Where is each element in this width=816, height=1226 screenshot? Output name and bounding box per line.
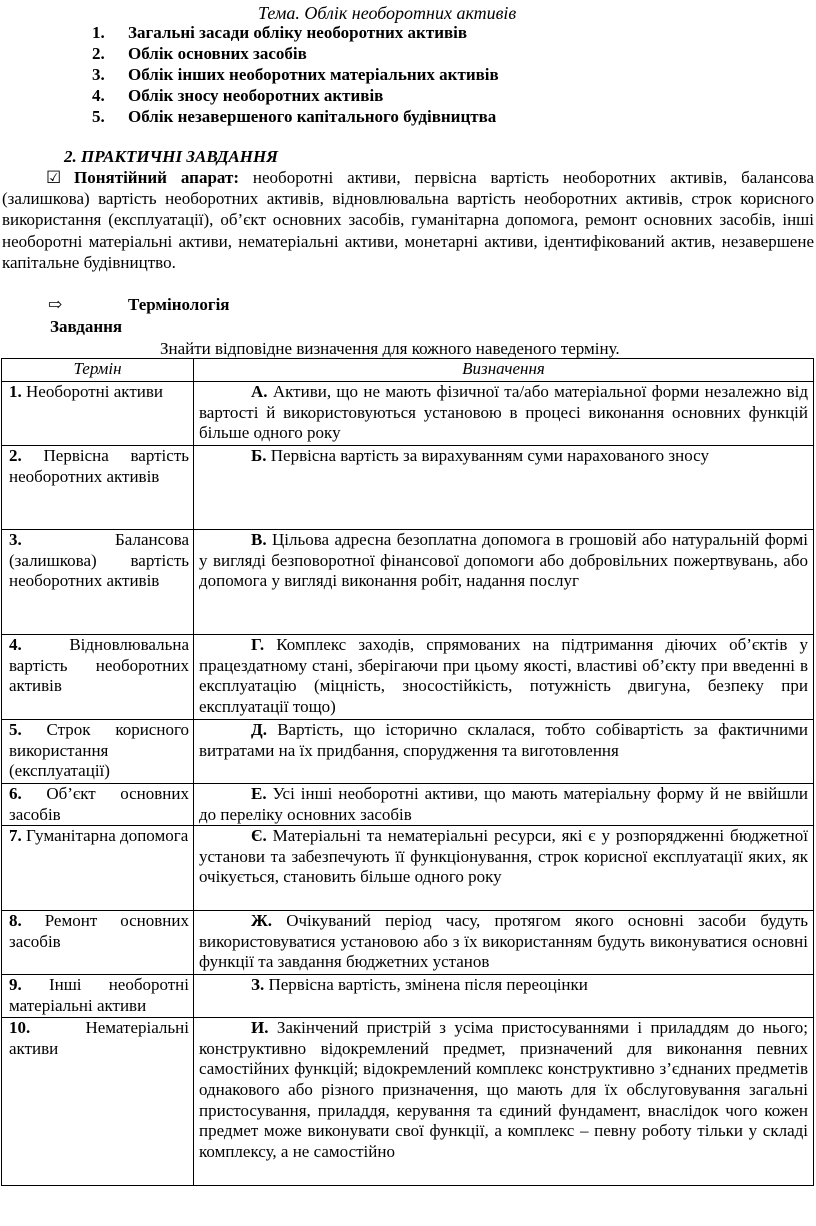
header-definition: Визначення: [194, 359, 814, 382]
term-cell: [2, 635, 194, 720]
concepts-text: необоротні активи, первісна вартість необоротних активів, балансова (залишкова) вартість необоротних активів, відновлювальна вартість необоротних активів, строк корисного використання (експлуатації), об’єкт основних засобів, гуманітарна допомога, ремонт основних засобів, інші необоротні матеріальні активи, нематеріальні активи, монетарні активи, ідентифікований актив, незавершене капітальне будівництво.: [2, 168, 814, 272]
definition-letter: И.: [251, 1018, 269, 1038]
term-number: 4.: [9, 635, 22, 654]
term-text: Первісна вартість необоротних активів: [9, 446, 190, 486]
terminology-heading: [48, 295, 230, 315]
outline-number: 2.: [92, 44, 105, 63]
definition-cell: [194, 446, 814, 530]
term-cell: [2, 784, 194, 826]
definition-text: Комплекс заходів, спрямованих на підтримання діючих об’єктів у працездатному стані, зберігаючи при цьому якості, властиві об’єкту при введенні в експлуатацію (міцність, зносостійкість, потужність двигуна, безпеку при експлуатації тощо): [199, 635, 809, 716]
term-number: 6.: [9, 784, 22, 803]
term-number: 9.: [9, 975, 22, 995]
definition-cell: [194, 784, 814, 826]
task-instruction: Знайти відповідне визначення для кожного наведеного терміну.: [160, 339, 620, 358]
definition-letter: Є.: [251, 826, 267, 846]
definition-letter: Г.: [251, 635, 265, 654]
section-title: 2. ПРАКТИЧНІ ЗАВДАННЯ: [64, 147, 278, 166]
term-cell: [2, 1018, 194, 1186]
header-term: Термін: [2, 359, 194, 382]
outline-text: Облік основних засобів: [128, 44, 307, 63]
terminology-label: Термінологія: [128, 295, 230, 314]
definition-cell: [194, 720, 814, 784]
term-text: Необоротні активи: [26, 382, 163, 401]
definition-letter: Б.: [251, 446, 267, 465]
outline-item: [92, 64, 499, 85]
table-header-row: [2, 359, 814, 382]
term-text: Нематеріальні активи: [9, 1018, 189, 1058]
topic-outline: [92, 22, 499, 127]
term-number: 7.: [9, 826, 22, 846]
term-text: Строк корисного використання (експлуатації): [9, 720, 190, 781]
term-number: 10.: [9, 1018, 31, 1038]
definition-cell: [194, 530, 814, 635]
term-text: Відновлювальна вартість необоротних активів: [9, 635, 189, 696]
table-row: [2, 720, 814, 784]
outline-number: 1.: [92, 23, 105, 42]
outline-text: Облік інших необоротних матеріальних активів: [128, 65, 499, 84]
outline-item: [92, 43, 499, 64]
definition-text: Матеріальні та нематеріальні ресурси, які є у розпорядженні бюджетної установи та забезпечують її функціонування, строк корисної експлуатації яких, як очікується, становить більше одного року: [199, 826, 808, 887]
definition-text: Очікуваний період часу, протягом якого основні засоби будуть використовуватися установою або з їх використанням будуть виконуватися основні функції та завдання бюджетних установ: [199, 911, 808, 972]
outline-text: Облік зносу необоротних активів: [128, 86, 384, 105]
definition-cell: [194, 975, 814, 1018]
outline-text: Загальні засади обліку необоротних активів: [128, 23, 468, 42]
term-text: Балансова (залишкова) вартість необоротних активів: [9, 530, 189, 591]
outline-item: [92, 85, 499, 106]
term-cell: [2, 911, 194, 975]
definition-cell: [194, 1018, 814, 1186]
terms-table: [1, 358, 814, 1186]
term-text: Гуманітарна допомога: [26, 826, 189, 846]
outline-item: [92, 106, 499, 127]
definition-letter: Е.: [251, 784, 267, 803]
definition-letter: В.: [251, 530, 267, 549]
definition-letter: З.: [251, 975, 265, 995]
term-number: 1.: [9, 382, 22, 401]
table-row: [2, 784, 814, 826]
term-cell: [2, 720, 194, 784]
definition-text: Первісна вартість за вирахуванням суми нарахованого зносу: [270, 446, 709, 465]
term-cell: [2, 446, 194, 530]
topic-title: Тема. Облік необоротних активів: [258, 3, 517, 23]
table-row: [2, 975, 814, 1018]
term-cell: [2, 382, 194, 446]
term-number: 2.: [9, 446, 22, 465]
term-cell: [2, 975, 194, 1018]
table-row: [2, 635, 814, 720]
definition-text: Усі інші необоротні активи, що мають матеріальну форму й не ввійшли до переліку основних засобів: [199, 784, 808, 824]
term-cell: [2, 530, 194, 635]
outline-text: Облік незавершеного капітального будівництва: [128, 107, 497, 126]
definition-cell: [194, 635, 814, 720]
term-text: Об’єкт основних засобів: [9, 784, 190, 824]
definition-letter: А.: [251, 382, 268, 401]
table-row: [2, 530, 814, 635]
table-row: [2, 911, 814, 975]
definition-text: Вартість, що історично склалася, тобто собівартість за фактичними витратами на їх придбання, спорудження та виготовлення: [199, 720, 808, 760]
outline-number: 4.: [92, 86, 105, 105]
outline-number: 3.: [92, 65, 105, 84]
concepts-lead: Понятійний апарат:: [74, 168, 239, 187]
checkbox-icon: ☑: [46, 168, 62, 187]
definition-letter: Ж.: [251, 911, 273, 931]
definition-text: Закінчений пристрій з усіма пристосуваннями і приладдям до нього; конструктивно відокремлений предмет, призначений для виконання певних самостійних функцій; відокремлений комплекс конструктивно з’єднаних предметів однакового або різного призначення, що мають для їх обслуговування загальні пристосування, приладдя, керування та єдиний фундамент, внаслідок чого кожен предмет може виконувати свої функції, а комплекс – певну роботу тільки у складі комплексу, а не самостійно: [199, 1018, 809, 1161]
term-number: 3.: [9, 530, 22, 549]
term-cell: [2, 826, 194, 911]
table-row: [2, 826, 814, 911]
outline-item: [92, 22, 499, 43]
definition-text: Активи, що не мають фізичної та/або матеріальної форми незалежно від вартості й використовуються установою в процесі виконання основних функцій більше одного року: [199, 382, 809, 443]
task-heading: Завдання: [50, 317, 123, 336]
outline-number: 5.: [92, 107, 105, 126]
table-row: [2, 382, 814, 446]
definition-text: Первісна вартість, змінена після переоцінки: [268, 975, 588, 995]
term-text: Ремонт основних засобів: [9, 911, 189, 951]
definition-cell: [194, 826, 814, 911]
term-text: Інші необоротні матеріальні активи: [9, 975, 190, 1015]
definition-cell: [194, 382, 814, 446]
term-number: 8.: [9, 911, 22, 931]
term-number: 5.: [9, 720, 22, 739]
table-row: [2, 446, 814, 530]
definition-letter: Д.: [251, 720, 267, 739]
definition-cell: [194, 911, 814, 975]
arrow-right-icon: ⇨: [48, 295, 63, 314]
concepts-paragraph: [2, 167, 814, 273]
table-row: [2, 1018, 814, 1186]
definition-text: Цільова адресна безоплатна допомога в грошовій або натуральній формі у вигляді безповоротної фінансової допомоги або добровільних пожертвувань, або допомога у вигляді виконання робіт, надання послуг: [199, 530, 808, 591]
